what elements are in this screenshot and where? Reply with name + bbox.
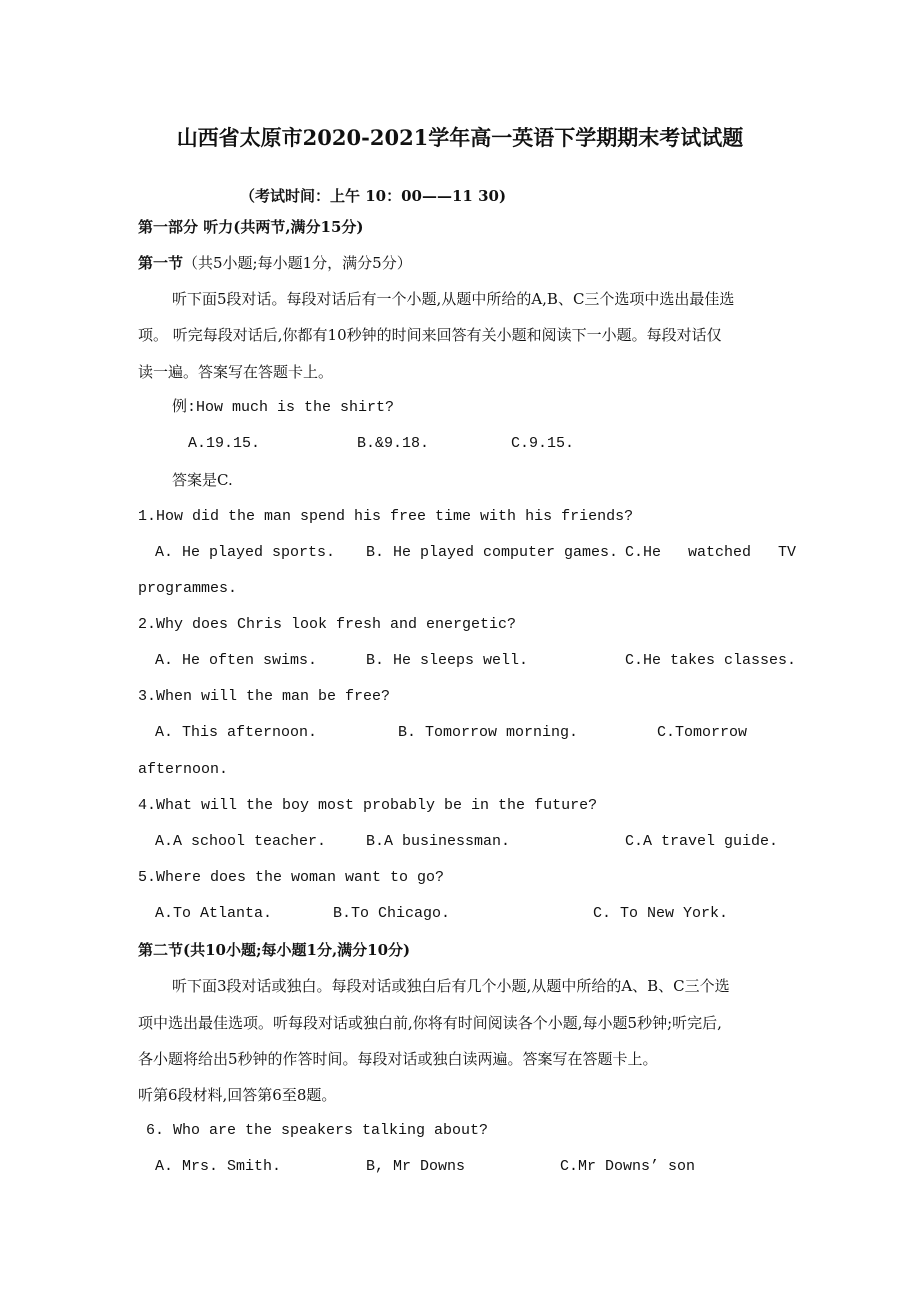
question-1: 1.How did the man spend his free time with his friends? [138, 508, 634, 525]
q4-option-a: A.A school teacher. [155, 833, 327, 850]
document-title: 山西省太原市2020-2021学年高一英语下学期期末考试试题 [176, 125, 744, 150]
question-5: 5.Where does the woman want to go? [138, 869, 445, 886]
question-3: 3.When will the man be free? [138, 688, 391, 705]
q1-option-a: A. He played sports. [155, 544, 336, 561]
example-option: B.&9.18. [357, 435, 430, 452]
section2-instruction-line: 项中选出最佳选项。听每段对话或独白前,你将有时间阅读各个小题,每小题5秒钟;听完后, [138, 1014, 722, 1032]
q6-option-a: A. Mrs. Smith. [155, 1158, 282, 1175]
section2-instruction-line: 听下面3段对话或独白。每段对话或独白后有几个小题,从题中所给的A、B、C三个选 [172, 977, 730, 995]
q3-option-a: A. This afternoon. [155, 724, 318, 741]
section1-instruction-line: 项。 听完每段对话后,你都有10秒钟的时间来回答有关小题和阅读下一小题。每段对话仅 [138, 326, 722, 344]
q1-option-c-continued: programmes. [138, 580, 238, 597]
section1-label: 第一节 [138, 254, 184, 272]
exam-time: （考试时间：上午 10：00——11 30) [240, 187, 507, 205]
example-answer: 答案是C. [172, 471, 233, 489]
section2-instruction-line: 各小题将给出5秒钟的作答时间。每段对话或独白读两遍。答案写在答题卡上。 [138, 1050, 658, 1068]
material-note: 听第6段材料,回答第6至8题。 [138, 1086, 337, 1104]
q3-option-b: B. Tomorrow morning. [398, 724, 579, 741]
section1-heading [138, 253, 412, 273]
q2-option-a: A. He often swims. [155, 652, 318, 669]
q1-option-c: C.He watched TV [625, 544, 797, 561]
example-option: C.9.15. [511, 435, 575, 452]
q4-option-c: C.A travel guide. [625, 833, 779, 850]
q4-option-b: B.A businessman. [366, 833, 511, 850]
question-4: 4.What will the boy most probably be in the future? [138, 797, 598, 814]
question-6: 6. Who are the speakers talking about? [146, 1122, 489, 1139]
section1-scoring: （共5小题;每小题1分，满分5分） [183, 254, 412, 272]
section1-instruction-line: 听下面5段对话。每段对话后有一个小题,从题中所给的A,B、C三个选项中选出最佳选 [172, 290, 735, 308]
q3-option-c-continued: afternoon. [138, 761, 229, 778]
section2-header: 第二节(共10小题;每小题1分,满分10分) [138, 941, 411, 959]
q5-option-c: C. To New York. [593, 905, 729, 922]
example-question: 例:How much is the shirt? [172, 399, 395, 416]
q3-option-c: C.Tomorrow [657, 724, 748, 741]
q2-option-b: B. He sleeps well. [366, 652, 529, 669]
q6-option-c: C.Mr Downs’ son [560, 1158, 696, 1175]
q5-option-a: A.To Atlanta. [155, 905, 273, 922]
q2-option-c: C.He takes classes. [625, 652, 797, 669]
q6-option-b: B, Mr Downs [366, 1158, 466, 1175]
q1-option-b: B. He played computer games. [366, 544, 619, 561]
q5-option-b: B.To Chicago. [333, 905, 451, 922]
section1-instruction-line: 读一遍。答案写在答题卡上。 [138, 363, 334, 381]
example-option: A.19.15. [188, 435, 261, 452]
part1-header: 第一部分 听力(共两节,满分15分) [138, 218, 364, 236]
question-2: 2.Why does Chris look fresh and energetic? [138, 616, 517, 633]
